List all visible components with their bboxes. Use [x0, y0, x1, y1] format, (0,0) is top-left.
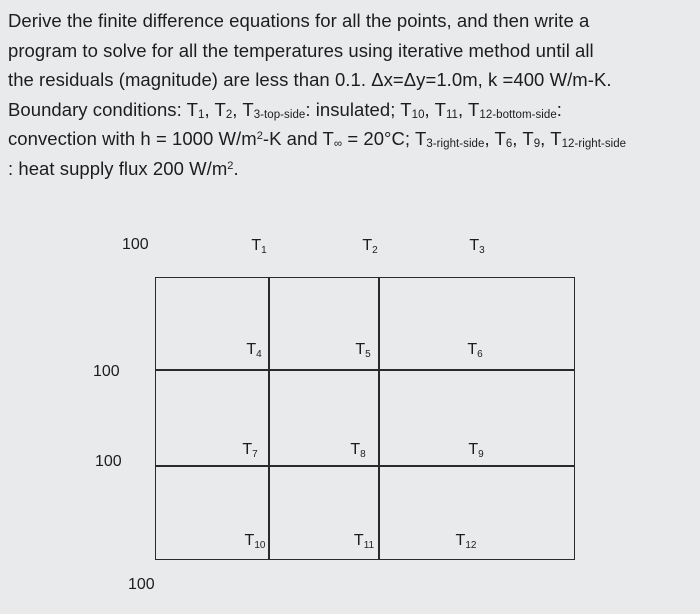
node-label-t5: $T_5$ [355, 341, 371, 360]
grid-line-vertical [268, 278, 270, 559]
node-label-t1: $T_1$ [251, 237, 267, 256]
grid-line-horizontal [156, 369, 574, 371]
node-label-t11: $T_{11}$ [353, 532, 375, 551]
node-label-t6: $T_6$ [467, 341, 483, 360]
problem-statement [8, 6, 696, 183]
left-boundary-value-upper: 100 [93, 363, 120, 380]
node-label-t7: $T_7$ [242, 441, 258, 460]
problem-line-5: convection with h = 1000 $W/m^2-K$ and $T_\infty = 20^\circ C$; $T_{3-right-side}$, $T_6$, $T_9$, $T_{12-right-side}$ [8, 128, 627, 150]
node-label-t12: $T_{12}$ [455, 532, 477, 551]
bottom-boundary-value: 100 [128, 576, 155, 593]
left-boundary-value-lower: 100 [95, 453, 122, 470]
node-label-t8: $T_8$ [350, 441, 366, 460]
grid-line-horizontal [156, 465, 574, 467]
node-label-t10: $T_{10}$ [244, 532, 266, 551]
problem-line-6: : heat supply flux 200 $W/m^2$. [8, 157, 239, 179]
problem-line-4: Boundary conditions: $T_1$, $T_2$, $T_{3-top-side}$: insulated; $T_{10}$, $T_{11}$, $T_{12-bottom-side}$: [8, 98, 562, 121]
problem-line-2: program to solve for all the temperatures using iterative method until all [8, 39, 594, 61]
top-boundary-value: 100 [122, 236, 149, 253]
node-label-t4: $T_4$ [246, 341, 262, 360]
node-label-t2: $T_2$ [362, 237, 378, 256]
mesh-grid [155, 277, 575, 560]
problem-line-3: the residuals (magnitude) are less than 0.1. Δx=Δy=1.0m, k =400 W/m-K. [8, 69, 612, 90]
problem-line-1: Derive the finite difference equations for all the points, and then write a [8, 10, 590, 31]
grid-line-vertical [378, 278, 380, 559]
node-label-t9: $T_9$ [468, 441, 484, 460]
node-label-t3: $T_3$ [469, 237, 485, 256]
